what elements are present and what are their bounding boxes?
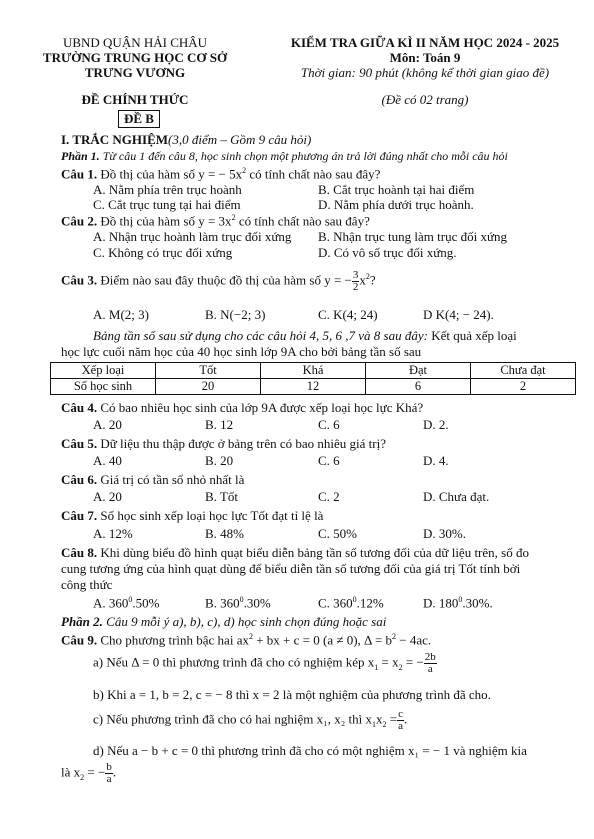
q4-option-b[interactable]: B. 12 xyxy=(205,417,234,432)
q4-option-a[interactable]: A. 20 xyxy=(93,417,122,432)
q8-option-d[interactable] xyxy=(423,595,493,611)
q3-option-d[interactable]: D K(4; − 24). xyxy=(423,307,494,322)
question-1-text-a: Đồ thị của hàm số y = − 5x xyxy=(100,166,243,182)
q5-option-a[interactable]: A. 40 xyxy=(93,453,122,468)
q9-statement-c[interactable] xyxy=(93,709,407,732)
official-label: ĐỀ CHÍNH THỨC xyxy=(81,92,189,107)
question-8-line-2: cung tương ứng của hình quạt dùng để biểu diễn tần số tương đối của giá trị Tốt tính bởi xyxy=(61,561,521,576)
q1-option-a[interactable]: A. Nằm phía trên trục hoành xyxy=(93,182,242,197)
frequency-table xyxy=(50,362,576,395)
phan-2-instruction xyxy=(61,614,386,630)
q8-a-post: .50% xyxy=(132,595,160,611)
q7-option-a[interactable]: A. 12% xyxy=(93,526,133,541)
q9-a-eq: x xyxy=(367,654,375,670)
question-5 xyxy=(61,436,386,452)
q9-a-eq2: = x xyxy=(378,654,399,670)
question-1 xyxy=(61,166,380,182)
phan-1-label: Phần 1. xyxy=(61,149,100,163)
q1-option-d[interactable]: D. Nằm phía dưới trục hoành. xyxy=(318,197,474,212)
q9-c-eq: x xyxy=(365,711,372,727)
q6-option-b[interactable]: B. Tốt xyxy=(205,489,238,504)
q8-option-c[interactable] xyxy=(318,595,384,611)
table-header-cell: Xếp loại xyxy=(51,363,156,379)
q8-a-pre: A. 360 xyxy=(93,595,129,611)
q8-b-deg: 0 xyxy=(239,595,244,604)
question-6-label: Câu 6. xyxy=(61,472,98,487)
question-5-text: Dữ liệu thu thập được ở bảng trên có bao nhiêu giá trị? xyxy=(100,436,386,451)
question-3 xyxy=(61,270,376,293)
table-header-cell: Khá xyxy=(261,363,366,379)
q8-d-pre: D. 180 xyxy=(423,595,459,611)
table-intro-normal: Kết quả xếp loại xyxy=(427,328,517,343)
q1-option-c[interactable]: C. Cắt trục tung tại hai điểm xyxy=(93,197,241,212)
q9-d-num: b xyxy=(106,761,112,773)
table-cell: 20 xyxy=(156,379,261,395)
q9-c-sub2: 2 xyxy=(382,720,387,730)
question-1-sup: 2 xyxy=(242,166,247,175)
table-intro-italic: Bảng tần số sau sử dụng cho các câu hỏi 4, 5, 6 ,7 và 8 sau đây: xyxy=(93,328,428,343)
q2-option-c[interactable]: C. Không có trục đối xứng xyxy=(93,245,233,260)
table-header-row xyxy=(51,363,576,379)
q9-sup-2: 2 xyxy=(392,632,397,641)
question-4-text: Có bao nhiêu học sinh của lớp 9A được xếp loại học lực Khá? xyxy=(100,400,424,415)
question-4 xyxy=(61,400,423,416)
q8-b-pre: B. 360 xyxy=(205,595,240,611)
phan-1-text: Từ câu 1 đến câu 8, học sinh chọn một phương án trả lời đúng nhất cho mỗi câu hỏi xyxy=(102,149,508,163)
q7-option-c[interactable]: C. 50% xyxy=(318,526,357,541)
phan-2-label: Phần 2. xyxy=(61,614,103,629)
question-9-text-a: Cho phương trình bậc hai ax xyxy=(100,632,249,648)
q9-d-den: a xyxy=(106,773,112,785)
question-2-sup: 2 xyxy=(231,213,236,222)
question-3-eq: y = − xyxy=(324,272,352,288)
question-8-line-1: Khi dùng biểu đồ hình quạt biểu diễn bảng tần số tương đối của dữ liệu trên, số đo xyxy=(97,545,529,560)
q5-option-d[interactable]: D. 4. xyxy=(423,453,449,468)
table-header-cell: Đạt xyxy=(366,363,471,379)
q9-c-num: c xyxy=(398,708,403,720)
q6-option-d[interactable]: D. Chưa đạt. xyxy=(423,489,490,504)
question-2-text-a: Đồ thị của hàm số y = 3x xyxy=(100,213,232,229)
question-9-label: Câu 9. xyxy=(61,632,98,648)
q3-qmark: ? xyxy=(369,272,376,288)
q2-option-a[interactable]: A. Nhận trục hoành làm trục đối xứng xyxy=(93,229,292,244)
question-4-label: Câu 4. xyxy=(61,400,98,415)
table-header-cell: Chưa đạt xyxy=(471,363,576,379)
q3-sup: 2 xyxy=(365,272,370,282)
question-6-text: Giá trị có tần số nhỏ nhất là xyxy=(100,472,245,487)
q2-option-b[interactable]: B. Nhận trục tung làm trục đối xứng xyxy=(318,229,508,244)
table-cell: 12 xyxy=(261,379,366,395)
q3-option-a[interactable]: A. M(2; 3) xyxy=(93,307,149,322)
q9-a-eq3: = − xyxy=(402,654,424,670)
q8-b-post: .30% xyxy=(243,595,271,611)
q9-a-sub1: 1 xyxy=(374,663,379,673)
q5-option-c[interactable]: C. 6 xyxy=(318,453,340,468)
exam-title: KIỂM TRA GIỮA KÌ II NĂM HỌC 2024 - 2025 xyxy=(290,35,560,50)
question-9-text-c: − 4ac. xyxy=(396,632,432,648)
q3-frac-den: 2 xyxy=(352,281,359,293)
q9-a-fraction xyxy=(424,652,437,675)
q9-c-fraction xyxy=(397,709,404,732)
table-intro-line-1 xyxy=(93,328,517,344)
q7-option-d[interactable]: D. 30%. xyxy=(423,526,466,541)
table-cell: Số học sinh xyxy=(51,379,156,395)
q5-option-b[interactable]: B. 20 xyxy=(205,453,234,468)
q9-statement-a[interactable] xyxy=(93,652,437,675)
q8-d-deg: 0 xyxy=(458,595,463,604)
q8-c-post: .12% xyxy=(356,595,384,611)
q9-d-eq2: = − xyxy=(84,764,106,780)
exam-code: ĐỀ B xyxy=(124,111,154,126)
question-3-text: Điểm nào sau đây thuộc đồ thị của hàm số xyxy=(100,272,321,288)
phan-2-text: Câu 9 mỗi ý a), b), c), d) học sinh chọn đúng hoặc sai xyxy=(102,614,387,629)
q3-option-b[interactable]: B. N(−2; 3) xyxy=(205,307,266,322)
part-1-title: I. TRẮC NGHIỆM xyxy=(61,132,169,147)
q9-a-sub2: 2 xyxy=(398,663,403,673)
table-intro-line-2: học lực cuối năm học của 40 học sinh lớp 9A cho bởi bảng tần số sau xyxy=(61,344,422,359)
question-6 xyxy=(61,472,244,488)
part-1-heading xyxy=(61,132,311,148)
q9-d-fraction xyxy=(105,762,113,785)
question-9 xyxy=(61,632,431,648)
q6-option-c[interactable]: C. 2 xyxy=(318,489,340,504)
page-count: (Đề có 02 trang) xyxy=(381,92,469,107)
question-8-label: Câu 8. xyxy=(61,545,98,560)
q3-option-c[interactable]: C. K(4; 24) xyxy=(318,307,378,322)
question-2-label: Câu 2. xyxy=(61,213,98,229)
question-2 xyxy=(61,213,370,229)
question-2-text-b: có tính chất nào sau đây? xyxy=(235,213,370,229)
org-name: UBND QUẬN HẢI CHÂU xyxy=(62,35,208,50)
table-cell: 6 xyxy=(366,379,471,395)
q9-c-eq3: = xyxy=(386,711,398,727)
question-1-text-b: có tính chất nào sau đây? xyxy=(246,166,381,182)
q9-statement-d-line-2 xyxy=(61,762,116,785)
question-8 xyxy=(61,545,529,561)
q1-option-b[interactable]: B. Cắt trục hoành tại hai điểm xyxy=(318,182,475,197)
q8-option-b[interactable] xyxy=(205,595,271,611)
q9-d-dot: . xyxy=(112,764,117,780)
school-line-2: TRƯNG VƯƠNG xyxy=(84,65,186,80)
question-5-label: Câu 5. xyxy=(61,436,98,451)
q9-a-text: a) Nếu Δ = 0 thì phương trình đã cho có nghiệm kép xyxy=(93,654,365,670)
exam-subject: Môn: Toán 9 xyxy=(389,50,461,65)
q6-option-a[interactable]: A. 20 xyxy=(93,489,122,504)
q2-option-d[interactable]: D. Có vô số trục đối xứng. xyxy=(318,245,457,260)
q9-statement-d[interactable]: d) Nếu a − b + c = 0 thì phương trình đã cho có một nghiệm x₁ = − 1 và nghiệm kia xyxy=(93,743,527,758)
question-3-label: Câu 3. xyxy=(61,272,98,288)
school-line-1: TRƯỜNG TRUNG HỌC CƠ SỞ xyxy=(42,50,228,65)
table-cell: 2 xyxy=(471,379,576,395)
q8-option-a[interactable] xyxy=(93,595,159,611)
q7-option-b[interactable]: B. 48% xyxy=(205,526,244,541)
question-7 xyxy=(61,508,323,524)
q9-c-dot: . xyxy=(403,711,408,727)
question-7-text: Số học sinh xếp loại học lực Tốt đạt tỉ lệ là xyxy=(100,508,324,523)
question-7-label: Câu 7. xyxy=(61,508,98,523)
q9-a-num: 2b xyxy=(424,651,436,663)
q9-sup-1: 2 xyxy=(248,632,253,641)
q9-c-text: c) Nếu phương trình đã cho có hai nghiệm x₁, x₂ thì xyxy=(93,711,363,727)
q8-a-deg: 0 xyxy=(128,595,133,604)
q8-d-post: .30%. xyxy=(462,595,493,611)
q3-frac-num: 3 xyxy=(352,269,359,281)
phan-1-instruction xyxy=(61,149,508,164)
q8-c-deg: 0 xyxy=(352,595,357,604)
q9-a-den: a xyxy=(427,663,433,675)
q9-c-sub1: 1 xyxy=(371,720,376,730)
q9-d-sub: 2 xyxy=(80,773,85,783)
table-row xyxy=(51,379,576,395)
q9-c-den: a xyxy=(398,720,403,732)
q3-tail: x xyxy=(359,272,366,288)
table-header-cell: Tốt xyxy=(156,363,261,379)
q4-option-d[interactable]: D. 2. xyxy=(423,417,449,432)
q8-c-pre: C. 360 xyxy=(318,595,353,611)
q9-c-eq2: x xyxy=(375,711,383,727)
q9-d-eq: x xyxy=(73,764,81,780)
q4-option-c[interactable]: C. 6 xyxy=(318,417,340,432)
q9-statement-b[interactable]: b) Khi a = 1, b = 2, c = − 8 thì x = 2 là một nghiệm của phương trình đã cho. xyxy=(93,687,491,702)
part-1-note: (3,0 điểm – Gồm 9 câu hỏi) xyxy=(168,132,312,147)
question-8-line-3: công thức xyxy=(61,577,113,592)
question-1-label: Câu 1. xyxy=(61,166,98,182)
question-9-text-b: + bx + c = 0 (a ≠ 0), Δ = b xyxy=(252,632,393,648)
q9-d-la: là xyxy=(61,764,71,780)
exam-time: Thời gian: 90 phút (không kể thời gian giao đề) xyxy=(300,65,550,80)
